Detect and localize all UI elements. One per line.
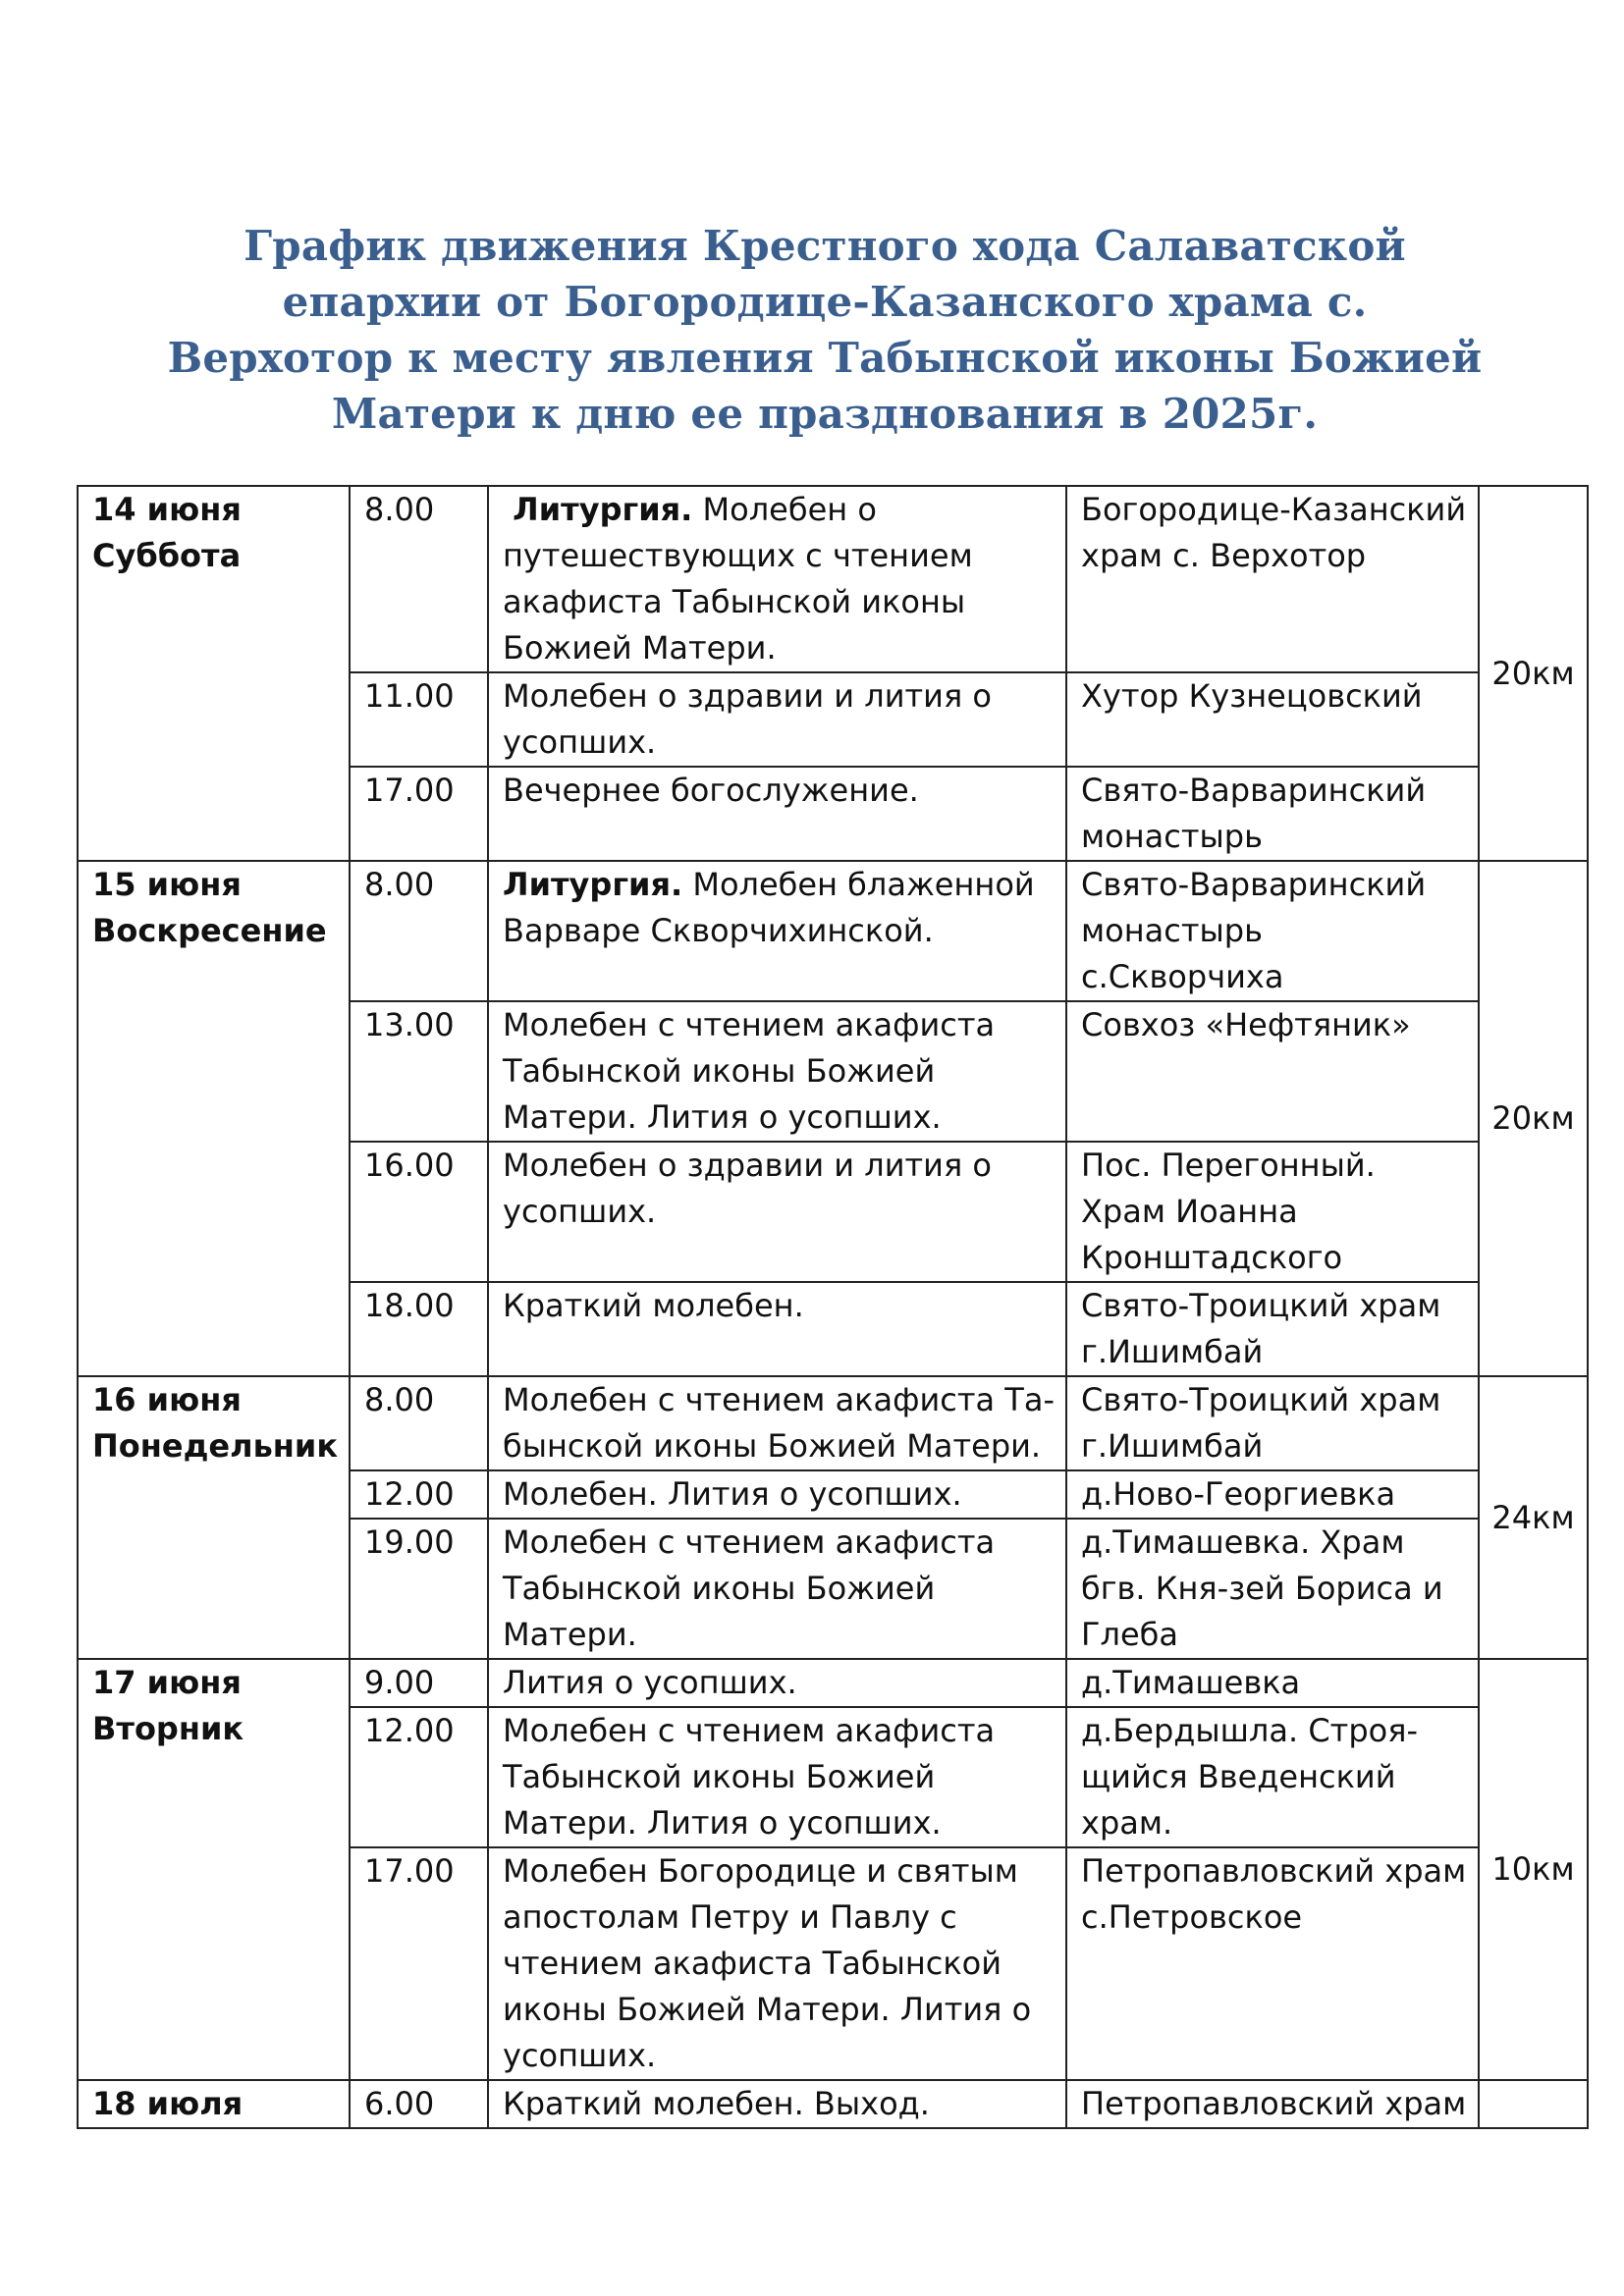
- text-line: г.Ишимбай: [1081, 1333, 1264, 1370]
- event-line: усопших.: [503, 1193, 657, 1230]
- text-line: д.Бердышла. Строя-: [1081, 1712, 1418, 1749]
- time: 11.00: [364, 677, 455, 715]
- date: 18 июля: [92, 2085, 244, 2122]
- event-line: путешествующих с чтением: [503, 537, 973, 574]
- event-line: Божией Матери.: [503, 629, 777, 667]
- event-cell: [488, 1659, 1066, 1707]
- place-cell: [1066, 1001, 1479, 1142]
- event-cell: [488, 861, 1066, 1001]
- place-cell: [1066, 1847, 1479, 2080]
- time: 12.00: [364, 1712, 455, 1749]
- place-cell: [1066, 1376, 1479, 1470]
- event-cell: [488, 1519, 1066, 1659]
- event-line: Матери. Лития о усопших.: [503, 1804, 942, 1842]
- document-title: [147, 218, 1502, 442]
- text-line: с.Петровское: [1081, 1898, 1303, 1936]
- event-line: чтением акафиста Табынской: [503, 1945, 1002, 1982]
- time-cell: [350, 1707, 488, 1847]
- event-line: Табынской иконы Божией: [503, 1052, 936, 1090]
- event-line: [503, 862, 1056, 908]
- event-line: Молебен с чтением акафиста: [503, 1712, 996, 1749]
- event-cell: [488, 1142, 1066, 1282]
- place-cell: [1066, 486, 1479, 672]
- text-line: бгв. Кня-зей Бориса и: [1081, 1570, 1443, 1607]
- time: 8.00: [364, 1381, 435, 1418]
- text-line: Свято-Троицкий храм: [1081, 1381, 1441, 1418]
- time: 9.00: [364, 1664, 435, 1701]
- event-cell: [488, 1847, 1066, 2080]
- time-cell: [350, 1376, 488, 1470]
- date-cell: [78, 861, 350, 1376]
- weekday: Понедельник: [92, 1427, 339, 1465]
- schedule-row: [78, 2080, 1588, 2128]
- time-cell: [350, 1142, 488, 1282]
- time-cell: [350, 1659, 488, 1707]
- title-line: епархии от Богородице-Казанского храма с.: [282, 278, 1368, 326]
- event-cell: [488, 486, 1066, 672]
- event-cell: [488, 1470, 1066, 1519]
- event-cell: [488, 1282, 1066, 1376]
- weekday: Суббота: [92, 537, 242, 574]
- time: 18.00: [364, 1287, 455, 1324]
- date-cell: [78, 1376, 350, 1659]
- event-text: Молебен о: [702, 491, 877, 528]
- time-cell: [350, 1470, 488, 1519]
- event-line: Молебен о здравии и лития о: [503, 677, 992, 715]
- time: 8.00: [364, 491, 435, 528]
- place-cell: [1066, 2080, 1479, 2128]
- text-line: Свято-Варваринский: [1081, 772, 1427, 809]
- distance-cell: [1479, 1659, 1588, 2080]
- distance-cell: [1479, 1376, 1588, 1659]
- time: 16.00: [364, 1147, 455, 1184]
- time-cell: [350, 1001, 488, 1142]
- time-cell: [350, 767, 488, 861]
- place-cell: [1066, 1142, 1479, 1282]
- event-line: Табынской иконы Божией: [503, 1758, 936, 1795]
- time: 6.00: [364, 2085, 435, 2122]
- text-line: Богородице-Казанский: [1081, 491, 1467, 528]
- text-line: храм.: [1081, 1804, 1173, 1842]
- event-bold: Литургия.: [503, 866, 683, 903]
- event-cell: [488, 1001, 1066, 1142]
- time-cell: [350, 2080, 488, 2128]
- schedule-row: [78, 1659, 1588, 1707]
- place-cell: [1066, 861, 1479, 1001]
- text-line: Петропавловский храм: [1081, 2085, 1467, 2122]
- time: 19.00: [364, 1523, 455, 1561]
- title-line: График движения Крестного хода Салаватской: [244, 222, 1406, 270]
- distance: 20км: [1491, 654, 1575, 692]
- distance: 24км: [1491, 1498, 1575, 1536]
- event-line: [503, 487, 1056, 533]
- date-cell: [78, 486, 350, 861]
- event-line: Краткий молебен.: [503, 1287, 804, 1324]
- title-line: Матери к дню ее празднования в 2025г.: [331, 390, 1319, 438]
- event-cell: [488, 672, 1066, 767]
- schedule-table: [77, 485, 1589, 2129]
- text-line: д.Ново-Георгиевка: [1081, 1475, 1396, 1513]
- time: 8.00: [364, 866, 435, 903]
- event-line: Молебен. Лития о усопших.: [503, 1475, 962, 1513]
- text-line: г.Ишимбай: [1081, 1427, 1264, 1465]
- place-cell: [1066, 1707, 1479, 1847]
- date-cell: [78, 2080, 350, 2128]
- event-line: иконы Божией Матери. Лития о: [503, 1991, 1032, 2028]
- text-line: Петропавловский храм: [1081, 1852, 1467, 1890]
- time-cell: [350, 1282, 488, 1376]
- event-text: Молебен блаженной: [692, 866, 1035, 903]
- time: 13.00: [364, 1006, 455, 1043]
- distance-cell: [1479, 861, 1588, 1376]
- time-cell: [350, 861, 488, 1001]
- event-line: Матери.: [503, 1616, 637, 1653]
- distance: 20км: [1491, 1099, 1575, 1137]
- text-line: Храм Иоанна: [1081, 1193, 1298, 1230]
- event-line: апостолам Петру и Павлу с: [503, 1898, 957, 1936]
- event-cell: [488, 767, 1066, 861]
- text-line: Хутор Кузнецовский: [1081, 677, 1423, 715]
- time-cell: [350, 1519, 488, 1659]
- place-cell: [1066, 767, 1479, 861]
- event-line: Лития о усопших.: [503, 1664, 797, 1701]
- time-cell: [350, 1847, 488, 2080]
- text-line: монастырь: [1081, 818, 1263, 855]
- place-cell: [1066, 1519, 1479, 1659]
- place-cell: [1066, 672, 1479, 767]
- place-cell: [1066, 1282, 1479, 1376]
- distance: 10км: [1491, 1850, 1575, 1888]
- text-line: Кронштадского: [1081, 1239, 1343, 1276]
- time: 12.00: [364, 1475, 455, 1513]
- date: 16 июня: [92, 1381, 242, 1418]
- event-cell: [488, 1376, 1066, 1470]
- time-cell: [350, 672, 488, 767]
- event-line: Молебен с чтением акафиста: [503, 1006, 996, 1043]
- schedule-row: [78, 861, 1588, 1001]
- event-line: Табынской иконы Божией: [503, 1570, 936, 1607]
- event-line: акафиста Табынской иконы: [503, 583, 966, 620]
- place-cell: [1066, 1470, 1479, 1519]
- date: 15 июня: [92, 866, 242, 903]
- event-line: бынской иконы Божией Матери.: [503, 1427, 1042, 1465]
- event-line: Матери. Лития о усопших.: [503, 1098, 942, 1136]
- place-cell: [1066, 1659, 1479, 1707]
- event-bold: Литургия.: [513, 491, 693, 528]
- time: 17.00: [364, 772, 455, 809]
- time-cell: [350, 486, 488, 672]
- text-line: д.Тимашевка: [1081, 1664, 1301, 1701]
- text-line: с.Скворчиха: [1081, 958, 1284, 995]
- text-line: щийся Введенский: [1081, 1758, 1396, 1795]
- text-line: Совхоз «Нефтяник»: [1081, 1006, 1411, 1043]
- event-line: усопших.: [503, 723, 657, 761]
- weekday: Вторник: [92, 1710, 244, 1747]
- text-line: Свято-Варваринский: [1081, 866, 1427, 903]
- title-line: Верхотор к месту явления Табынской иконы Божией: [167, 334, 1483, 382]
- date-cell: [78, 1659, 350, 2080]
- schedule-row: [78, 1376, 1588, 1470]
- schedule-row: [78, 486, 1588, 672]
- text-line: монастырь: [1081, 912, 1263, 949]
- event-line: Молебен Богородице и святым: [503, 1852, 1018, 1890]
- text-line: д.Тимашевка. Храм: [1081, 1523, 1405, 1561]
- text-line: Пос. Перегонный.: [1081, 1147, 1376, 1184]
- event-line: Вечернее богослужение.: [503, 772, 919, 809]
- event-line: Краткий молебен. Выход.: [503, 2085, 930, 2122]
- event-line: Молебен с чтением акафиста: [503, 1523, 996, 1561]
- weekday: Воскресение: [92, 912, 327, 949]
- distance-cell: [1479, 486, 1588, 861]
- event-cell: [488, 1707, 1066, 1847]
- event-cell: [488, 2080, 1066, 2128]
- text-line: Глеба: [1081, 1616, 1178, 1653]
- distance-cell: [1479, 2080, 1588, 2128]
- text-line: Свято-Троицкий храм: [1081, 1287, 1441, 1324]
- event-line: Молебен о здравии и лития о: [503, 1147, 992, 1184]
- event-line: усопших.: [503, 2037, 657, 2074]
- event-line: Молебен с чтением акафиста Та-: [503, 1381, 1055, 1418]
- time: 17.00: [364, 1852, 455, 1890]
- date: 14 июня: [92, 491, 242, 528]
- text-line: храм с. Верхотор: [1081, 537, 1367, 574]
- event-line: Варваре Скворчихинской.: [503, 912, 934, 949]
- date: 17 июня: [92, 1664, 242, 1701]
